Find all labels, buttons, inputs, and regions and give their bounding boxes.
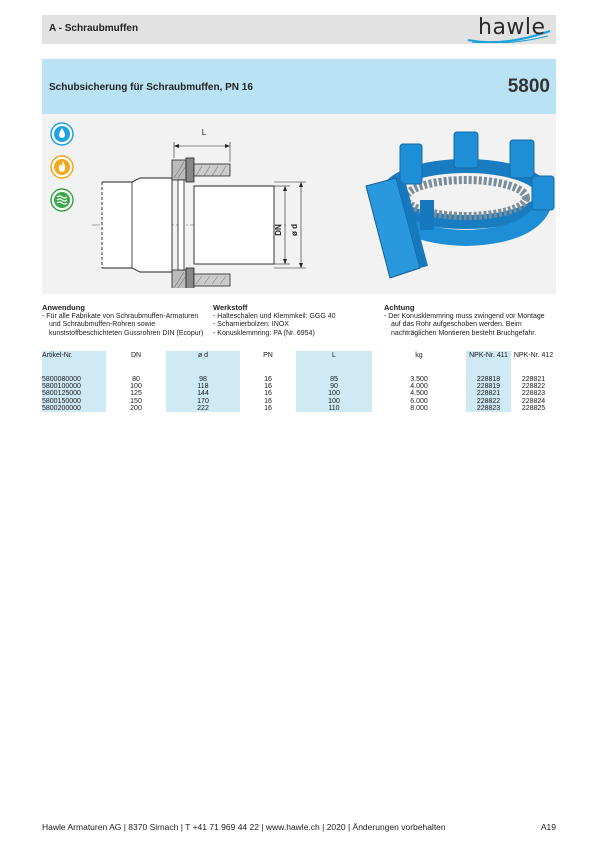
table-cell: 5800200000 <box>42 405 106 412</box>
material-item: - Scharnierbolzen: INOX <box>213 321 289 328</box>
column-header: Artikel-Nr. <box>42 351 106 376</box>
figure-area <box>42 114 556 294</box>
material-heading: Werkstoff <box>213 303 248 312</box>
column-header: kg <box>415 352 423 359</box>
column-header: L <box>296 351 372 376</box>
table-cell: 228818 <box>466 376 511 383</box>
notice-item: - Der Konusklemmring muss zwingend vor Montage auf das Rohr aufgeschoben werden. Beim nachträglichen Montieren besteht Bruchgefahr. <box>384 312 545 337</box>
table-row <box>42 376 556 383</box>
table-row <box>42 390 556 397</box>
page-number: A19 <box>540 822 556 832</box>
product-title: Schubsicherung für Schraubmuffen, PN 16 <box>49 82 253 93</box>
table-cell: 228822 <box>521 383 546 391</box>
table-cell: 5800100000 <box>42 383 106 390</box>
column-header: PN <box>263 352 273 359</box>
table-row <box>42 398 556 405</box>
application-section <box>42 304 210 338</box>
table-cell: 8.000 <box>410 404 428 412</box>
wave-heat-icon <box>50 188 74 212</box>
table-cell: 3.500 <box>410 376 428 383</box>
table-row <box>42 405 556 412</box>
notice-heading: Achtung <box>384 303 415 312</box>
table-cell: 170 <box>166 398 240 405</box>
dimension-L-label: L <box>201 128 207 137</box>
table-cell: 80 <box>132 376 140 383</box>
table-cell: 222 <box>166 405 240 412</box>
table-cell: 5800150000 <box>42 398 106 405</box>
brand-name: hawle <box>478 15 546 40</box>
table-cell: 16 <box>264 404 272 412</box>
table-cell: 150 <box>130 397 142 405</box>
technical-drawing <box>92 120 352 288</box>
table-cell: 5800125000 <box>42 390 106 397</box>
table-cell: 6.000 <box>410 397 428 405</box>
table-header-row <box>42 351 556 376</box>
table-cell: 228825 <box>521 404 546 412</box>
table-cell: 85 <box>296 376 372 383</box>
table-cell: 98 <box>166 376 240 383</box>
product-photo <box>360 118 556 290</box>
table-cell: 16 <box>264 390 272 398</box>
table-cell: 90 <box>296 383 372 390</box>
table-cell: 228822 <box>466 398 511 405</box>
material-item: - Konusklemmring: PA (Nr. 6954) <box>213 329 315 337</box>
table-cell: 4.000 <box>410 383 428 391</box>
section-header <box>42 15 556 44</box>
table-cell: 228819 <box>466 383 511 390</box>
table-cell: 125 <box>130 390 142 398</box>
table-cell: 110 <box>296 405 372 412</box>
table-cell: 100 <box>296 390 372 397</box>
column-header: NPK-Nr. 411 <box>466 351 511 376</box>
table-row <box>42 383 556 390</box>
notice-section <box>384 304 554 338</box>
flame-icon <box>50 155 74 179</box>
material-item: - Halteschalen und Klemmkeil: GGG 40 <box>213 312 336 320</box>
material-section <box>213 304 381 338</box>
hawle-logo <box>464 16 554 43</box>
product-number: 5800 <box>507 76 550 97</box>
water-drop-icon <box>50 122 74 146</box>
table-cell: 228821 <box>521 376 546 383</box>
table-cell: 228824 <box>521 397 546 405</box>
table-cell: 100 <box>296 398 372 405</box>
table-cell: 16 <box>264 397 272 405</box>
table-cell: 16 <box>264 376 272 383</box>
application-item: - Für alle Fabrikate von Schraubmuffen-Armaturen und Schraubmuffen-Rohren sowie kunststoffbeschichteten Gussrohren DIN (Ecopur) <box>42 312 204 337</box>
column-header: NPK-Nr. 412 <box>513 352 554 359</box>
dimension-DN-label: DN <box>274 224 283 236</box>
table-cell: 200 <box>130 404 142 412</box>
dimension-d-label: ø d <box>290 224 299 236</box>
product-header <box>42 59 556 114</box>
section-title: A - Schraubmuffen <box>49 23 139 34</box>
table-cell: 100 <box>130 383 142 391</box>
footer-text: Hawle Armaturen AG | 8370 Sirnach | T +41 71 969 44 22 | www.hawle.ch | 2020 | Änderungen vorbehalten <box>42 822 446 832</box>
table-cell: 228823 <box>466 405 511 412</box>
table-cell: 5800080000 <box>42 376 106 383</box>
column-header: ø d <box>166 351 240 376</box>
table-cell: 144 <box>166 390 240 397</box>
table-cell: 228821 <box>466 390 511 397</box>
table-cell: 228823 <box>521 390 546 398</box>
application-heading: Anwendung <box>42 303 85 312</box>
article-table <box>42 351 556 412</box>
table-cell: 16 <box>264 383 272 391</box>
column-header: DN <box>130 352 142 359</box>
table-cell: 118 <box>166 383 240 390</box>
table-cell: 4.500 <box>410 390 428 398</box>
